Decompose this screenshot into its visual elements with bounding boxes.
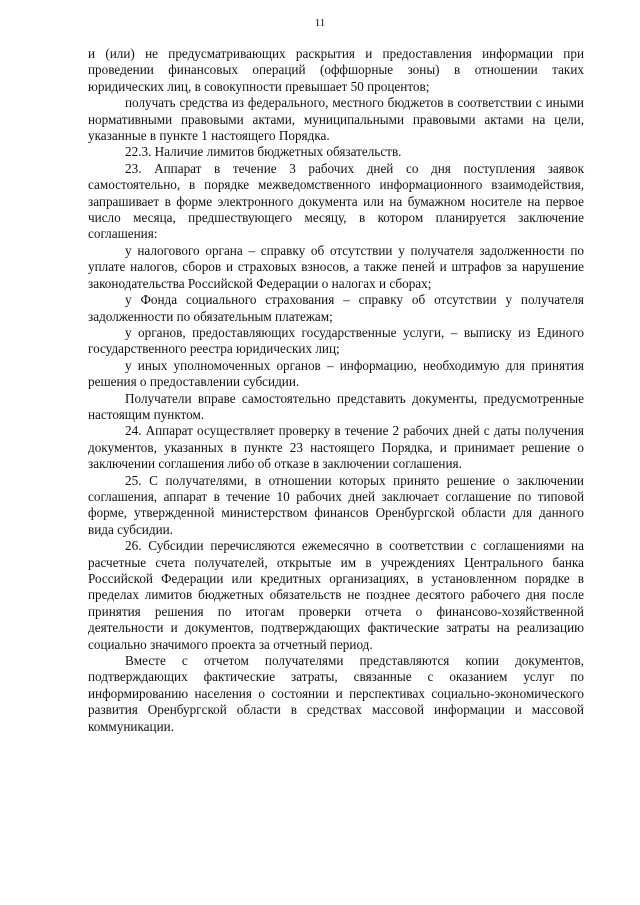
paragraph-25: 25. С получателями, в отношении которых принято решение о заключении соглашения, аппарат в течение 10 рабочих дней заключает соглашение по типовой форме, утвержденной министерством финансов Оренбургской области для данного вида субсидии. (88, 472, 584, 537)
page-number: 11 (314, 17, 326, 29)
paragraph-23: 23. Аппарат в течение 3 рабочих дней со дня поступления заявок самостоятельно, в порядке межведомственного информационного взаимодействия, запрашивает в форме электронного документа или на бумажном носителе на первое число месяца, предшествующего месяцу, в котором планируется заключение соглашения: (88, 160, 584, 242)
paragraph-budget-funds: получать средства из федерального, местного бюджетов в соответствии с иными нормативными правовыми актами, муниципальными правовыми актами на цели, указанные в пункте 1 настоящего Порядка. (88, 95, 584, 144)
paragraph-state-services: у органов, предоставляющих государственные услуги, – выписку из Единого государственного реестра юридических лиц; (88, 324, 584, 357)
paragraph-26: 26. Субсидии перечисляются ежемесячно в соответствии с соглашениями на расчетные счета получателей, открытые им в учреждениях Центрального банка Российской Федерации или кредитных организациях, в установленном порядке в пределах лимитов бюджетных обязательств не позднее десятого рабочего дня после принятия решения по итогам проверки отчета о финансово-хозяйственной деятельности и документов, подтверждающих фактические затраты на реализацию социально значимого проекта за отчетный период. (88, 538, 584, 652)
paragraph-report-copies: Вместе с отчетом получателями представляются копии документов, подтверждающих фактические затраты, связанные с оказанием услуг по информированию населения о состоянии и перспективах социально-экономического развития Оренбургской области в средствах массовой информации и массовой коммуникации. (88, 653, 584, 734)
document-body (88, 46, 584, 735)
paragraph-continuation: и (или) не предусматривающих раскрытия и предоставления информации при проведении финансовых операций (оффшорные зоны) в отношении таких юридических лиц, в совокупности превышает 50 процентов; (88, 46, 584, 94)
paragraph-24: 24. Аппарат осуществляет проверку в течение 2 рабочих дней с даты получения документов, указанных в пункте 23 настоящего Порядка, и принимает решение о заключении соглашения либо об отказе в заключении соглашения. (88, 423, 584, 472)
paragraph-tax-authority: у налогового органа – справку об отсутствии у получателя задолженности по уплате налогов, сборов и страховых взносов, а также пеней и штрафов за нарушение законодательства Российской Федерации о налогах и сборах; (88, 242, 584, 291)
paragraph-22-3: 22.3. Наличие лимитов бюджетных обязательств. (125, 144, 402, 160)
paragraph-social-insurance-fund: у Фонда социального страхования – справку об отсутствии у получателя задолженности по обязательным платежам; (88, 292, 584, 324)
paragraph-recipients-right: Получатели вправе самостоятельно представить документы, предусмотренные настоящим пунктом. (88, 390, 584, 422)
paragraph-other-authorities: у иных уполномоченных органов – информацию, необходимую для принятия решения о предоставлении субсидии. (88, 357, 584, 390)
